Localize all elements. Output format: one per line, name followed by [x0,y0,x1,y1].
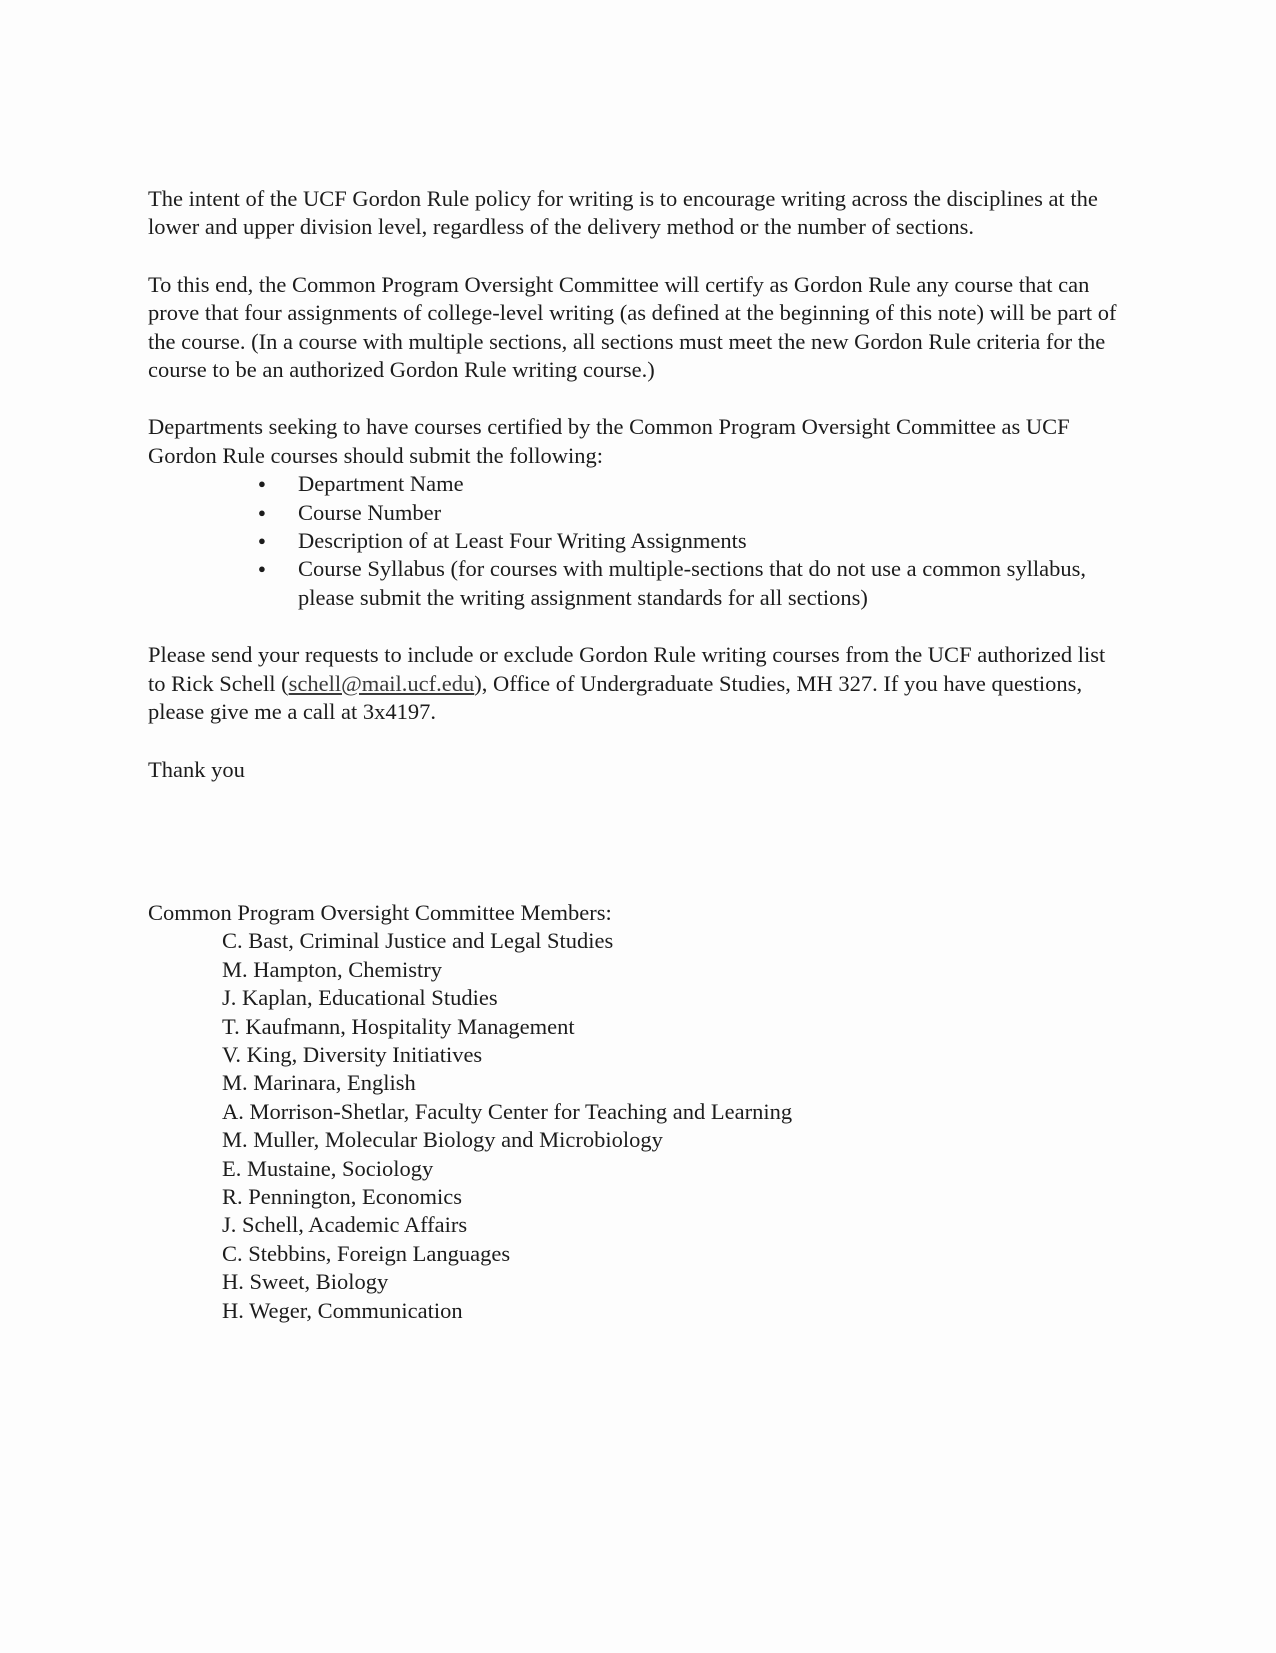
member-item: R. Pennington, Economics [222,1183,462,1209]
list-item: ● Course Syllabus (for courses with multiple-sections that do not use a common syllabus, please submit the writing assignment standards for all sections) [148,555,1128,612]
email-link[interactable]: schell@mail.ucf.edu [288,670,475,696]
member-item: C. Stebbins, Foreign Languages [222,1240,511,1266]
member-item: V. King, Diversity Initiatives [222,1041,483,1067]
committee-members-list [148,927,1128,1325]
certification-paragraph: To this end, the Common Program Oversight Committee will certify as Gordon Rule any course that can prove that four assignments of college-level writing (as defined at the beginning of this note) will be part of the course. (In a course with multiple sections, all sections must meet the new Gordon Rule criteria for the course to be an authorized Gordon Rule writing course.) [148,271,1117,383]
members-heading: Common Program Oversight Committee Members: [148,899,612,925]
list-item: ● Course Number [148,499,1128,527]
member-item: J. Schell, Academic Affairs [222,1212,468,1238]
contact-text-before: Please send your requests to include or exclude Gordon Rule writing courses from the UCF authorized list to Rick Schell ( [148,642,1106,696]
member-item: M. Hampton, Chemistry [222,956,442,982]
member-item: C. Bast, Criminal Justice and Legal Studies [222,928,614,954]
list-item: ● Description of at Least Four Writing Assignments [148,527,1128,555]
contact-paragraph [148,641,1128,726]
document-body [148,185,1128,1325]
member-item: M. Marinara, English [222,1070,416,1096]
member-item: M. Muller, Molecular Biology and Microbiology [222,1127,663,1153]
closing-text: Thank you [148,756,245,782]
member-item: J. Kaplan, Educational Studies [222,985,498,1011]
member-item: A. Morrison-Shetlar, Faculty Center for Teaching and Learning [222,1098,793,1124]
member-item: T. Kaufmann, Hospitality Management [222,1013,575,1039]
contact-text-after: ), Office of Undergraduate Studies, MH 327. If you have questions, please give me a call at 3x4197. [148,670,1083,725]
member-item: H. Sweet, Biology [222,1269,389,1295]
list-item: ● Department Name [148,470,1128,498]
member-item: E. Mustaine, Sociology [222,1155,434,1181]
departments-paragraph: Departments seeking to have courses certified by the Common Program Oversight Committee as UCF Gordon Rule courses should submit the following: [148,414,1070,468]
member-item: H. Weger, Communication [222,1297,463,1323]
submission-requirements-list [148,470,1128,612]
intent-paragraph: The intent of the UCF Gordon Rule policy for writing is to encourage writing across the disciplines at the lower and upper division level, regardless of the delivery method or the number of sections. [148,186,1098,240]
